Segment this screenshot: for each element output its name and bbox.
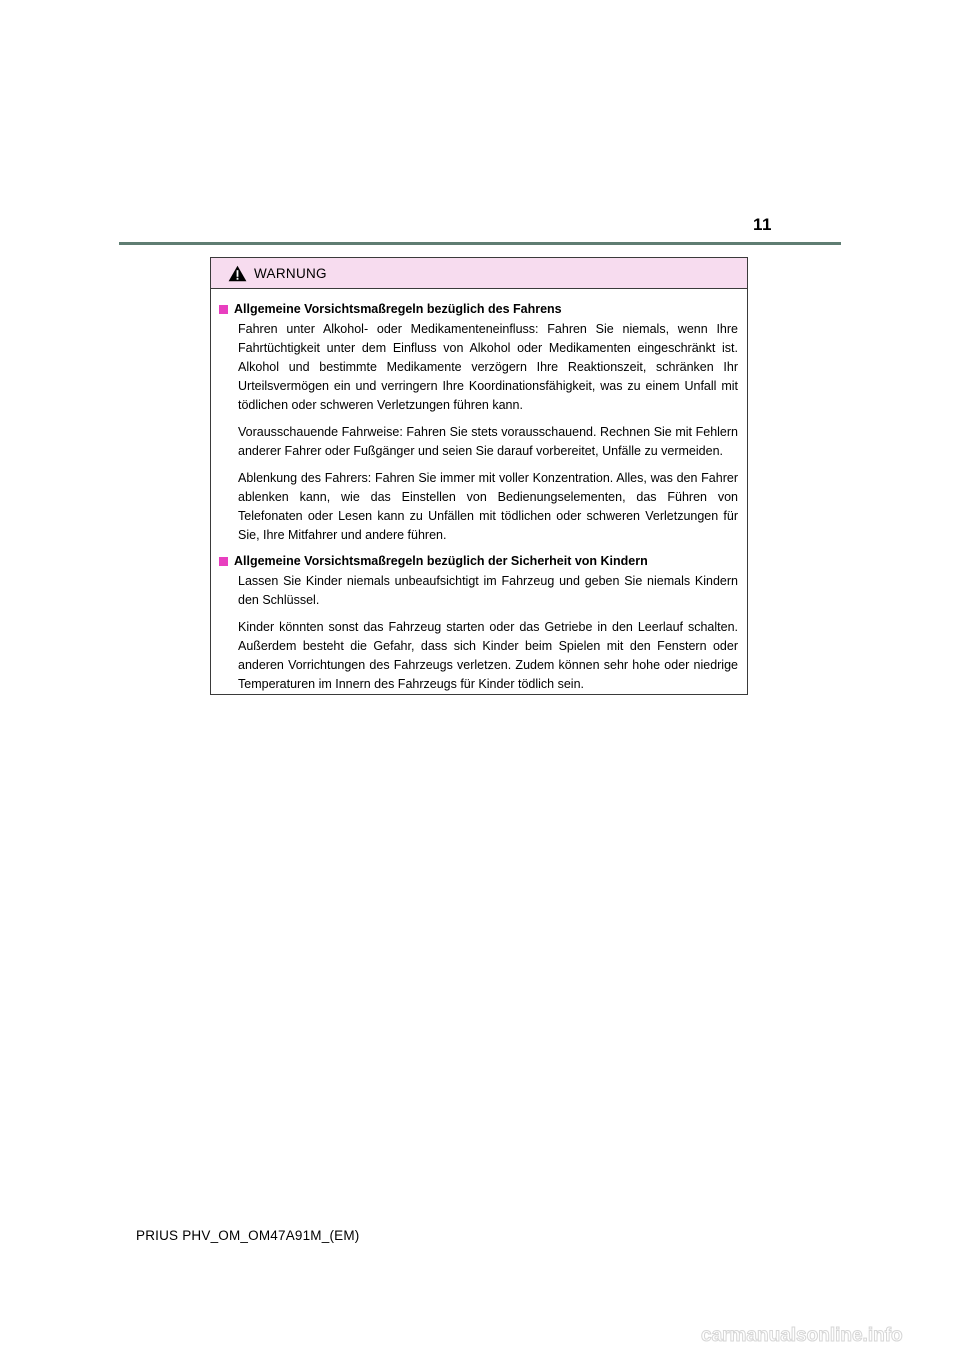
section-heading-text: Allgemeine Vorsichtsmaßregeln bezüglich des Fahrens (234, 302, 562, 316)
watermark (701, 1324, 951, 1346)
warning-box (210, 257, 748, 695)
paragraph-alcohol: Fahren unter Alkohol- oder Medikamenteneinfluss: Fahren Sie niemals, wenn Ihre Fahrtüchtigkeit unter dem Einfluss von Alkohol oder Medikamenten eingeschränkt ist. Alkohol und bestimmte Medikamente verzögern Ihre Reaktionszeit, schränken Ihr Urteilsvermögen ein und verringern Ihre Koordinationsfähigkeit, was zu einem Unfall mit tödlichen oder schweren Verletzungen führen kann. (238, 322, 738, 412)
warning-section-driving (219, 301, 738, 545)
square-bullet-icon (219, 557, 228, 566)
paragraph-defensive-driving: Vorausschauende Fahrweise: Fahren Sie stets vorausschauend. Rechnen Sie mit Fehlern anderer Fahrer oder Fußgänger und seien Sie darauf vorbereitet, Unfälle zu vermeiden. (238, 425, 738, 458)
warning-header (211, 258, 747, 289)
watermark-text: carmanualsonline.info (701, 1325, 903, 1346)
warning-body (211, 289, 747, 694)
warning-section-children (219, 553, 738, 694)
warning-title: WARNUNG (254, 265, 327, 281)
paragraph-distraction: Ablenkung des Fahrers: Fahren Sie immer mit voller Konzentration. Alles, was den Fahrer ablenken kann, wie das Einstellen von Bedienungselementen, das Führen von Telefonaten oder Lesen kann zu Unfällen mit tödlichen oder schweren Verletzungen für Sie, Ihre Mitfahrer und andere führen. (238, 471, 738, 542)
section-heading-text: Allgemeine Vorsichtsmaßregeln bezüglich der Sicherheit von Kindern (234, 554, 648, 568)
page-number: 11 (753, 215, 772, 234)
section-heading (219, 301, 738, 318)
paragraph-child-dangers: Kinder könnten sonst das Fahrzeug starten oder das Getriebe in den Leerlauf schalten. Außerdem besteht die Gefahr, dass sich Kinder beim Spielen mit den Fenstern oder anderen Vorrichtungen des Fahrzeugs verletzen. Zudem können sehr hohe oder niedrige Temperaturen im Innern des Fahrzeugs für Kinder tödlich sein. (238, 620, 738, 691)
warning-triangle-icon (228, 265, 247, 282)
square-bullet-icon (219, 305, 228, 314)
section-heading (219, 553, 738, 570)
paragraph-unattended-children: Lassen Sie Kinder niemals unbeaufsichtigt im Fahrzeug und geben Sie niemals Kindern den Schlüssel. (238, 574, 738, 607)
header-rule (119, 242, 841, 245)
footer-code: PRIUS PHV_OM_OM47A91M_(EM) (136, 1228, 360, 1243)
